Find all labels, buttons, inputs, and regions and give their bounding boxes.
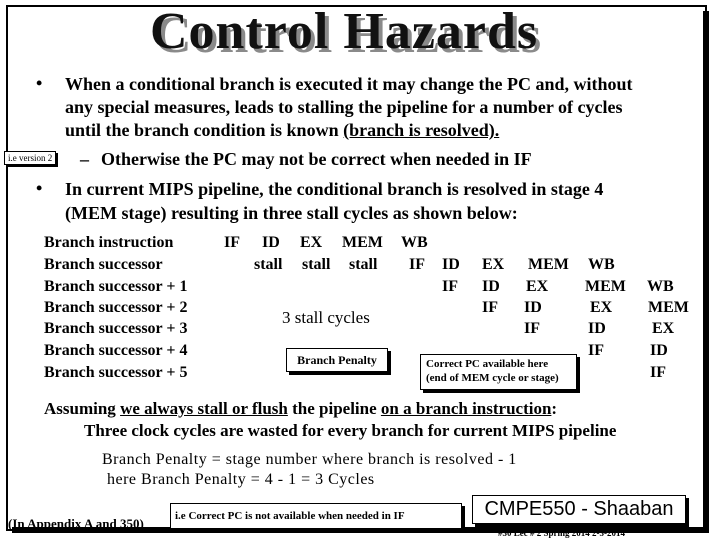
stage-cell: EX — [590, 299, 613, 316]
bullet-2-line-1: In current MIPS pipeline, the conditional branch is resolved in stage 4 — [65, 179, 604, 199]
row-label: Branch successor + 5 — [44, 364, 188, 381]
sub-bullet-text: Otherwise the PC may not be correct when needed in IF — [101, 149, 532, 169]
correct-pc-line-2: (end of MEM cycle or stage) — [426, 372, 559, 384]
stall-or-flush-underlined: we always stall or flush — [120, 399, 288, 418]
stage-cell: EX — [526, 278, 549, 295]
penalty-formula-line-2: here Branch Penalty = 4 - 1 = 3 Cycles — [107, 471, 375, 488]
branch-resolved-underlined: (branch is resolved). — [343, 120, 500, 140]
stage-cell: ID — [262, 234, 280, 251]
stage-cell: MEM — [342, 234, 383, 251]
stage-cell: ID — [588, 320, 606, 337]
row-label: Branch instruction — [44, 234, 174, 251]
stage-cell: IF — [588, 342, 604, 359]
assumption-line-2: Three clock cycles are wasted for every branch for current MIPS pipeline — [84, 421, 617, 440]
stall-cell: stall — [349, 256, 378, 273]
stage-cell: MEM — [648, 299, 689, 316]
stage-cell: ID — [650, 342, 668, 359]
branch-instruction-underlined: on a branch instruction — [380, 399, 552, 418]
correct-pc-box — [420, 354, 577, 390]
stage-cell: IF — [482, 299, 498, 316]
stage-cell: IF — [442, 278, 458, 295]
stage-cell: WB — [588, 256, 615, 273]
stage-cell: IF — [524, 320, 540, 337]
stage-cell: ID — [524, 299, 542, 316]
stage-cell: IF — [224, 234, 240, 251]
stage-cell: WB — [401, 234, 428, 251]
bullet-2-line-2: (MEM stage) resulting in three stall cycles as shown below: — [65, 203, 518, 223]
penalty-formula-line-1: Branch Penalty = stage number where branch is resolved - 1 — [102, 451, 517, 468]
sub-bullet-dash: – — [80, 149, 89, 169]
row-label: Branch successor + 3 — [44, 320, 188, 337]
row-label: Branch successor + 2 — [44, 299, 188, 316]
version-note: i.e version 2 — [4, 151, 56, 165]
stall-cell: stall — [302, 256, 331, 273]
stage-cell: EX — [300, 234, 323, 251]
stage-cell: EX — [482, 256, 505, 273]
stall-cell: stall — [254, 256, 283, 273]
bullet-2-marker: • — [36, 178, 43, 198]
correct-pc-line-1: Correct PC available here — [426, 358, 549, 370]
bullet-1-marker: • — [36, 73, 43, 93]
stage-cell: IF — [650, 364, 666, 381]
slide-title: Control Hazards — [150, 3, 539, 60]
row-label: Branch successor + 1 — [44, 278, 188, 295]
assumption-line-1: Assuming we always stall or flush the pipeline on a branch instruction: — [44, 399, 558, 418]
row-label: Branch successor + 4 — [44, 342, 188, 359]
appendix-note: (In Appendix A and 350) — [8, 516, 144, 531]
stage-cell: ID — [482, 278, 500, 295]
stage-cell: MEM — [528, 256, 569, 273]
ie-note-box: i.e Correct PC is not available when needed in IF — [170, 503, 462, 529]
course-badge: CMPE550 - Shaaban — [472, 495, 686, 524]
row-label: Branch successor — [44, 256, 163, 273]
stage-cell: EX — [652, 320, 675, 337]
stage-cell: IF — [409, 256, 425, 273]
stage-cell: WB — [647, 278, 674, 295]
stage-cell: ID — [442, 256, 460, 273]
stall-cycles-label: 3 stall cycles — [282, 308, 370, 327]
bullet-1-line-3: until the branch condition is known (branch is resolved). — [65, 120, 500, 140]
bullet-1-line-1: When a conditional branch is executed it may change the PC and, without — [65, 74, 633, 94]
stage-cell: MEM — [585, 278, 626, 295]
bullet-1-line-2: any special measures, leads to stalling the pipeline for a number of cycles — [65, 97, 623, 117]
branch-penalty-box: Branch Penalty — [286, 348, 388, 372]
lecture-info: #30 Lec # 2 Spring 2014 2-3-2014 — [498, 528, 625, 538]
